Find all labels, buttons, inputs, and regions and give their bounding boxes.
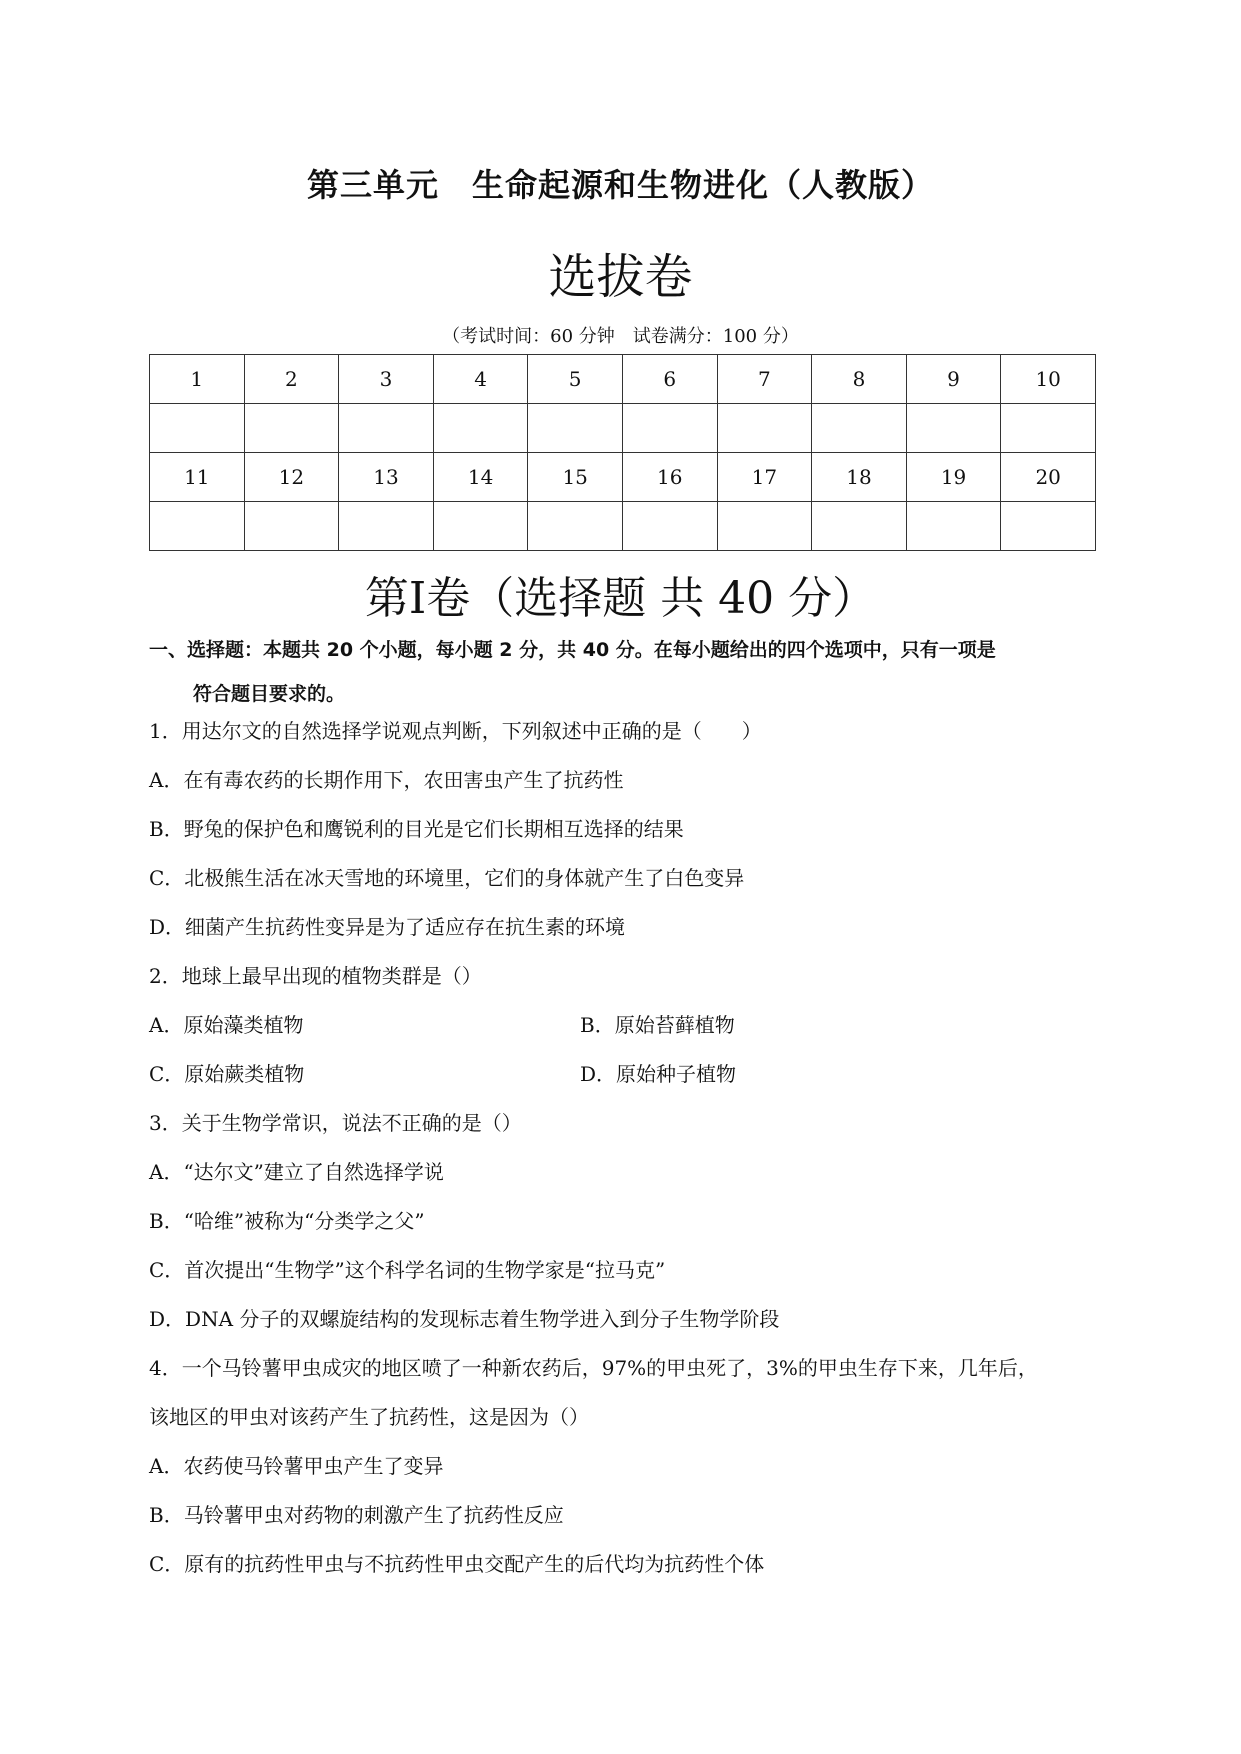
answer-cell[interactable] bbox=[433, 502, 528, 551]
question-4-option-c[interactable]: C．原有的抗药性甲虫与不抗药性甲虫交配产生的后代均为抗药性个体 bbox=[149, 1552, 765, 1576]
question-1-stem: 1．用达尔文的自然选择学说观点判断，下列叙述中正确的是（ ） bbox=[149, 719, 762, 743]
exam-subtitle: 选拔卷 bbox=[548, 249, 693, 305]
section-instructions bbox=[149, 628, 1099, 716]
answer-cell[interactable] bbox=[339, 502, 434, 551]
question-number-cell: 9 bbox=[906, 355, 1001, 404]
answer-cell[interactable] bbox=[528, 404, 623, 453]
question-4-stem-continued: 该地区的甲虫对该药产生了抗药性，这是因为（） bbox=[149, 1405, 589, 1429]
answer-cell[interactable] bbox=[622, 404, 717, 453]
exam-meta: （考试时间：60 分钟 试卷满分：100 分） bbox=[442, 326, 799, 347]
question-3-option-c[interactable]: C．首次提出“生物学”这个科学名词的生物学家是“拉马克” bbox=[149, 1258, 666, 1282]
question-number-cell: 8 bbox=[812, 355, 907, 404]
question-number-cell: 17 bbox=[717, 453, 812, 502]
question-2-stem: 2．地球上最早出现的植物类群是（） bbox=[149, 964, 482, 988]
instruction-line: 一、选择题：本题共 20 个小题，每小题 2 分，共 40 分。在每小题给出的四个选项中，只有一项是 bbox=[149, 639, 996, 661]
answer-table-number-row bbox=[150, 453, 1096, 502]
exam-title: 第三单元 生命起源和生物进化（人教版） bbox=[306, 166, 934, 204]
question-number-cell: 15 bbox=[528, 453, 623, 502]
question-3-option-d[interactable]: D．DNA 分子的双螺旋结构的发现标志着生物学进入到分子生物学阶段 bbox=[149, 1307, 780, 1331]
question-number-cell: 3 bbox=[339, 355, 434, 404]
question-number-cell: 1 bbox=[150, 355, 245, 404]
answer-table-blank-row bbox=[150, 404, 1096, 453]
section-title: 第I卷（选择题 共 40 分） bbox=[364, 573, 877, 624]
answer-cell[interactable] bbox=[528, 502, 623, 551]
question-2-option-a[interactable]: A．原始藻类植物 bbox=[149, 1013, 304, 1037]
question-1-option-d[interactable]: D．细菌产生抗药性变异是为了适应存在抗生素的环境 bbox=[149, 915, 626, 939]
question-number-cell: 2 bbox=[244, 355, 339, 404]
question-2-option-d[interactable]: D．原始种子植物 bbox=[580, 1062, 737, 1086]
question-number-cell: 20 bbox=[1001, 453, 1096, 502]
question-1-option-a[interactable]: A．在有毒农药的长期作用下，农田害虫产生了抗药性 bbox=[149, 768, 624, 792]
answer-cell[interactable] bbox=[150, 404, 245, 453]
question-3-option-b[interactable]: B．“哈维”被称为“分类学之父” bbox=[149, 1209, 425, 1233]
question-number-cell: 18 bbox=[812, 453, 907, 502]
answer-cell[interactable] bbox=[622, 502, 717, 551]
question-1-option-c[interactable]: C．北极熊生活在冰天雪地的环境里，它们的身体就产生了白色变异 bbox=[149, 866, 745, 890]
question-4-stem: 4．一个马铃薯甲虫成灾的地区喷了一种新农药后，97%的甲虫死了，3%的甲虫生存下来，几年后， bbox=[149, 1356, 1038, 1380]
answer-cell[interactable] bbox=[150, 502, 245, 551]
answer-table-number-row bbox=[150, 355, 1096, 404]
answer-cell[interactable] bbox=[339, 404, 434, 453]
question-number-cell: 4 bbox=[433, 355, 528, 404]
answer-cell[interactable] bbox=[1001, 502, 1096, 551]
answer-table bbox=[149, 354, 1096, 551]
question-2-option-b[interactable]: B．原始苔藓植物 bbox=[580, 1013, 735, 1037]
question-number-cell: 10 bbox=[1001, 355, 1096, 404]
answer-cell[interactable] bbox=[906, 404, 1001, 453]
question-number-cell: 11 bbox=[150, 453, 245, 502]
question-3-stem: 3．关于生物学常识，说法不正确的是（） bbox=[149, 1111, 522, 1135]
answer-table-blank-row bbox=[150, 502, 1096, 551]
answer-cell[interactable] bbox=[717, 404, 812, 453]
answer-cell[interactable] bbox=[717, 502, 812, 551]
question-number-cell: 14 bbox=[433, 453, 528, 502]
answer-cell[interactable] bbox=[812, 502, 907, 551]
question-number-cell: 5 bbox=[528, 355, 623, 404]
question-2-option-c[interactable]: C．原始蕨类植物 bbox=[149, 1062, 305, 1086]
question-number-cell: 13 bbox=[339, 453, 434, 502]
question-4-option-a[interactable]: A．农药使马铃薯甲虫产生了变异 bbox=[149, 1454, 444, 1478]
question-number-cell: 7 bbox=[717, 355, 812, 404]
answer-cell[interactable] bbox=[244, 502, 339, 551]
question-number-cell: 19 bbox=[906, 453, 1001, 502]
answer-cell[interactable] bbox=[433, 404, 528, 453]
question-3-option-a[interactable]: A．“达尔文”建立了自然选择学说 bbox=[149, 1160, 444, 1184]
answer-cell[interactable] bbox=[1001, 404, 1096, 453]
instruction-line: 符合题目要求的。 bbox=[193, 683, 346, 705]
question-1-option-b[interactable]: B．野兔的保护色和鹰锐利的目光是它们长期相互选择的结果 bbox=[149, 817, 684, 841]
question-number-cell: 16 bbox=[622, 453, 717, 502]
answer-cell[interactable] bbox=[812, 404, 907, 453]
question-4-option-b[interactable]: B．马铃薯甲虫对药物的刺激产生了抗药性反应 bbox=[149, 1503, 564, 1527]
question-number-cell: 6 bbox=[622, 355, 717, 404]
answer-cell[interactable] bbox=[244, 404, 339, 453]
answer-cell[interactable] bbox=[906, 502, 1001, 551]
question-number-cell: 12 bbox=[244, 453, 339, 502]
